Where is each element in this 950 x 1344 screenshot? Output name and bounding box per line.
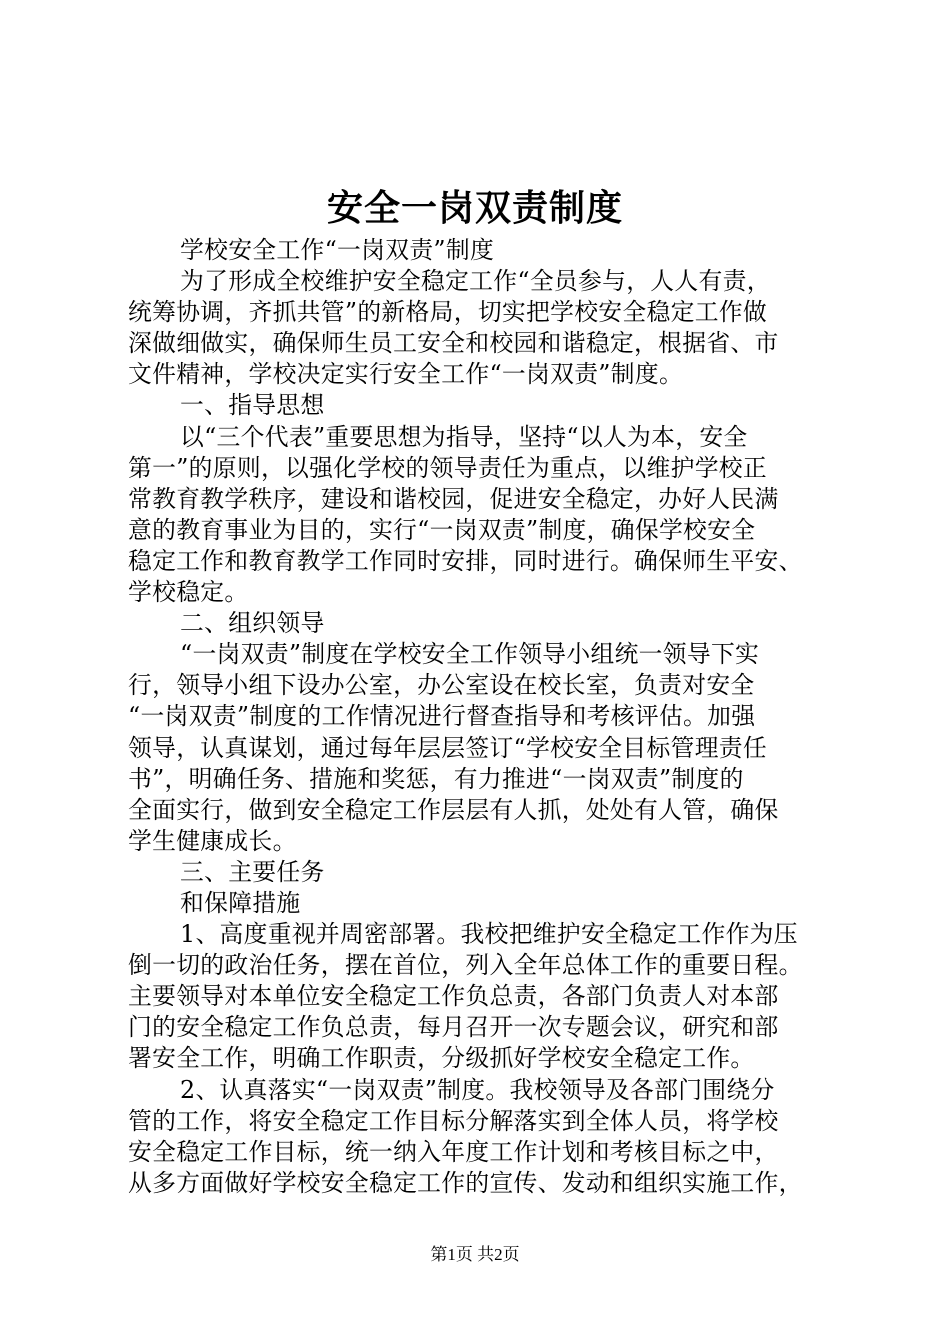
body-line: 稳定工作和教育教学工作同时安排，同时进行。确保师生平安、 [128,546,803,575]
body-line: 领导，认真谋划，通过每年层层签订“学校安全目标管理责任 [128,733,767,762]
body-line: 1、高度重视并周密部署。我校把维护安全稳定工作作为压 [180,920,798,949]
body-line: 统筹协调，齐抓共管”的新格局，切实把学校安全稳定工作做 [128,298,767,327]
body-line: 学校稳定。 [128,578,249,607]
body-line: 以“三个代表”重要思想为指导，坚持“以人为本，安全 [180,422,748,451]
body-line: 书”，明确任务、措施和奖惩，有力推进“一岗双责”制度的 [128,764,744,793]
body-line: 署安全工作，明确工作职责，分级抓好学校安全稳定工作。 [128,1044,755,1073]
body-line: 第一”的原则，以强化学校的领导责任为重点，以维护学校正 [128,453,767,482]
body-line: 从多方面做好学校安全稳定工作的宣传、发动和组织实施工作， [128,1168,803,1197]
body-line: 和保障措施 [180,888,301,917]
body-line: 倒一切的政治任务，摆在首位，列入全年总体工作的重要日程。 [128,951,803,980]
body-line: 三、主要任务 [180,857,325,886]
body-line: 二、组织领导 [180,609,325,638]
body-line: 文件精神，学校决定实行安全工作“一岗双责”制度。 [128,360,684,389]
document-body [128,235,838,1199]
body-line: 安全稳定工作目标，统一纳入年度工作计划和考核目标之中， [128,1137,779,1166]
body-line: 一、指导思想 [180,391,325,420]
body-line: 行，领导小组下设办公室，办公室设在校长室，负责对安全 [128,671,755,700]
body-line: 深做细做实，确保师生员工安全和校园和谐稳定，根据省、市 [128,329,779,358]
body-line: 学校安全工作“一岗双责”制度 [180,236,495,264]
body-line: “一岗双责”制度在学校安全工作领导小组统一领导下实 [180,640,760,669]
body-line: 2、认真落实“一岗双责”制度。我校领导及各部门围绕分 [180,1075,775,1104]
body-line: 为了形成全校维护安全稳定工作“全员参与，人人有责， [180,267,771,296]
body-line: 学生健康成长。 [128,826,297,855]
body-line: 主要领导对本单位安全稳定工作负总责，各部门负责人对本部 [128,982,779,1011]
body-line: 全面实行，做到安全稳定工作层层有人抓，处处有人管，确保 [128,795,779,824]
body-line: 意的教育事业为目的，实行“一岗双责”制度，确保学校安全 [128,515,756,544]
body-line: “一岗双责”制度的工作情况进行督查指导和考核评估。加强 [128,702,756,731]
body-line: 门的安全稳定工作负总责，每月召开一次专题会议，研究和部 [128,1013,779,1042]
body-line: 常教育教学秩序，建设和谐校园，促进安全稳定，办好人民满 [128,484,779,513]
body-line: 管的工作，将安全稳定工作目标分解落实到全体人员，将学校 [128,1106,779,1135]
document-title: 安全一岗双责制度 [326,187,623,229]
page-footer: 第1页 共2页 [430,1245,520,1264]
